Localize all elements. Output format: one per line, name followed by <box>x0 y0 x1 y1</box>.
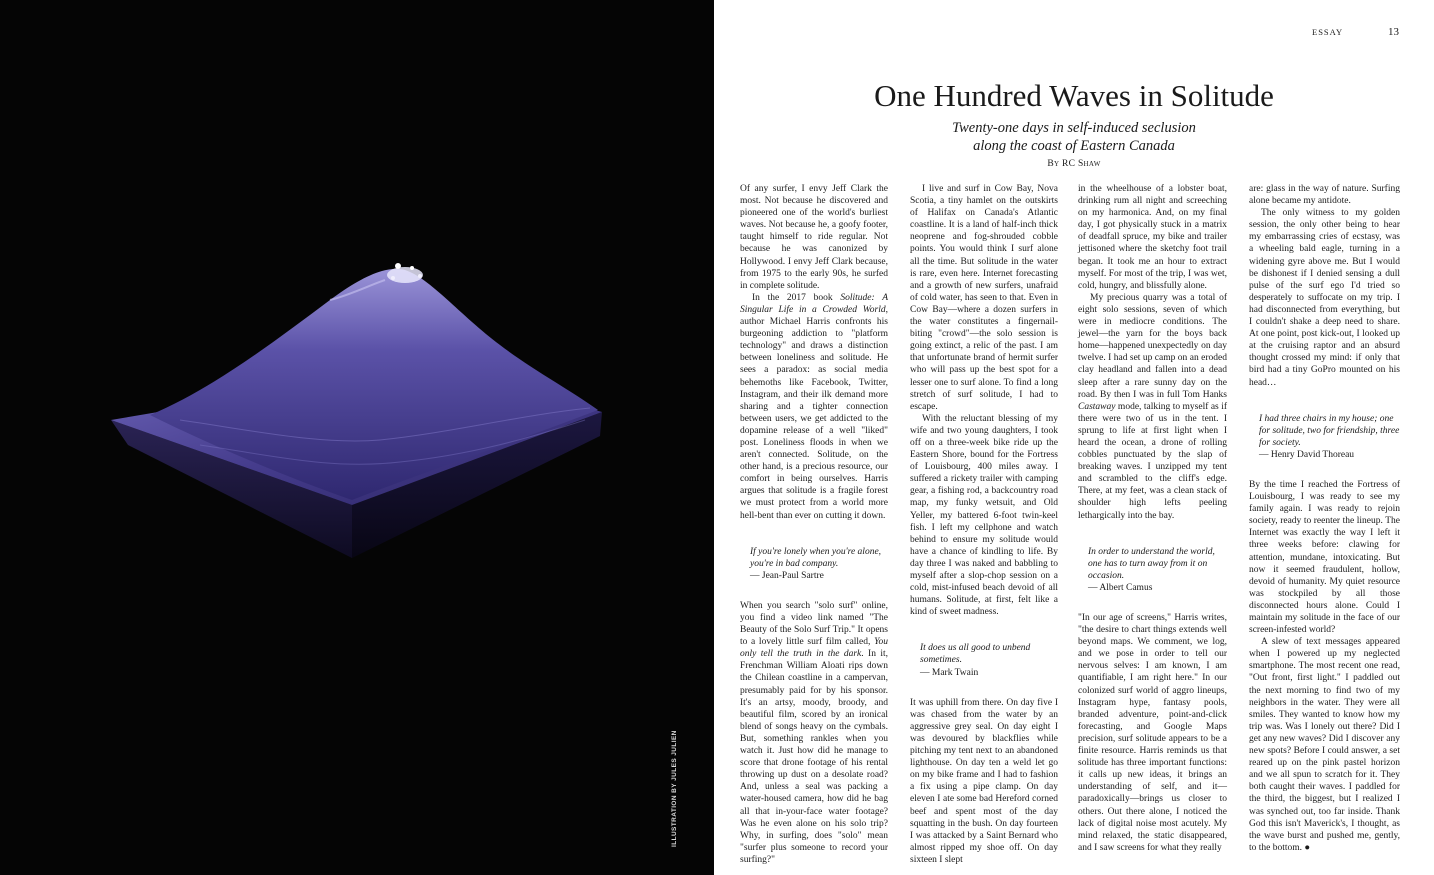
quote-author: — Albert Camus <box>1088 582 1153 593</box>
pull-quote <box>750 546 888 582</box>
film-title: Castaway <box>1078 401 1116 412</box>
quote-text: It does us all good to unbend sometimes. <box>920 643 1031 666</box>
text-column-3 <box>1078 183 1227 853</box>
subtitle-line-2: along the coast of Eastern Canada <box>973 138 1175 154</box>
paragraph: When you search "solo surf" online, you find a video link named "The Beauty of the Solo Surf Trip." It opens to a lovely little surf film called, You only tell the truth in the dark. In it, Frenchman William Aloati rips down the Chilean coastline in a campervan, presumably paid for by his sponsor. It's an artsy, moody, broody, and beautiful film, scored by an ironical blend of songs heavy on the cymbals. But, something rankles when you watch it. Just how did he manage to score that drone footage of his rental throwing up dust on a desolate road? And, unless a seal was packing a water-housed camera, how did he bag all that in-your-face water footage? Was he even alone on his solo trip? Why, in surfing, does "solo" mean "surfer plus someone to record your surfing?" <box>740 600 888 865</box>
paragraph: My precious quarry was a total of eight solo sessions, seven of which were in mediocre conditions. The jewel—the yarn for the boys back home—happened unexpectedly on day twelve. I had set up camp on an eroded clay headland and fallen into a dead sleep after a rare sunny day on the road. By then I was in full Tom Hanks Castaway mode, talking to myself as if there were two of us in the tent. I sprung to life at first light when I heard the ocean, a drone of rolling cobbles punctuated by the slap of breaking waves. I unzipped my tent and scrambled to the cliff's edge. There, at my feet, was a clean stack of shoulder high lefts peeling lethargically into the bay. <box>1078 292 1227 521</box>
quote-text: In order to understand the world, one has to turn away from it on occasion. <box>1088 546 1215 581</box>
text-column-1 <box>740 183 888 865</box>
illustration-credit: ILLUSTRATION BY JULES JULIEN <box>671 730 678 847</box>
paragraph: It was uphill from there. On day five I was chased from the water by an aggressive grey seal. On day eight I was devoured by blackflies while pitching my tent next to an abandoned lighthouse. On day ten a weld let go on my bike frame and I had to fashion a fix using a pipe clamp. On day eleven I ate some bad Hereford corned beef and spent most of the day squatting in the bush. On day fourteen I was attacked by a Saint Bernard who almost ripped my shoe off. On day sixteen I slept <box>910 697 1058 865</box>
quote-text: I had three chairs in my house; one for solitude, two for friendship, three for society. <box>1259 413 1400 448</box>
left-page <box>0 0 714 875</box>
pull-quote <box>920 642 1058 678</box>
article-subtitle <box>714 119 1434 155</box>
paragraph: In the 2017 book Solitude: A Singular Life in a Crowded World, author Michael Harris confronts his burgeoning addiction to "platform technology" and draws a distinction between loneliness and solitude. He sees a paradox: as social media behemoths like Facebook, Twitter, Instagram, and their ilk demand more sharing and a tighter connection between users, we get addicted to the dopamine release of a well "liked" post. Loneliness floods in when we aren't connected. Solitude, on the other hand, is a precious resource, our comfort in being ourselves. Harris argues that solitude is a fragile forest we must protect from a world more hell-bent than ever on cutting it down. <box>740 292 888 521</box>
paragraph: By the time I reached the Fortress of Louisbourg, I was ready to see my family again. I was ready to rejoin society, ready to reenter the lineup. The Internet was exactly the way I left it three weeks before: clawing for attention, mundane, intoxicating. But now it seemed fraudulent, hollow, devoid of humanity. My quiet resource was stockpiled by all those disconnected hours alone. Could I maintain my solitude in the face of our screen-infested world? <box>1249 479 1400 636</box>
pull-quote <box>1259 413 1400 461</box>
paragraph: With the reluctant blessing of my wife and two young daughters, I took off on a three-week bike ride up the Eastern Shore, bound for the Fortress of Louisbourg, 400 miles away. I suffered a rickety trailer with camping gear, a fishing rod, a backcountry road map, my funky wetsuit, and Old Yeller, my battered 6-foot twin-keel fish. I left my cellphone and watch behind to ensure my solitude would have a chance of kindling to life. By day three I was naked and babbling to myself after a slop-chop session on a cold, mist-infused beach devoid of all humans. Solitude, at first, felt like a kind of sweet madness. <box>910 413 1058 618</box>
book-title: Solitude: A Singular Life in a Crowded World <box>740 292 888 315</box>
wave-crest-spray <box>387 267 423 283</box>
right-page <box>714 0 1434 875</box>
section-label: ESSAY <box>1312 27 1344 37</box>
quote-author: — Jean-Paul Sartre <box>750 570 824 581</box>
article-title: One Hundred Waves in Solitude <box>874 78 1274 113</box>
paragraph: A slew of text messages appeared when I powered up my neglected smartphone. The most recent one read, "Out front, first light." I paddled out the next morning to find two of my neighbors in the water. They were all smiles. They wanted to know how my trip was. Was I lonely out there? Did I get any new waves? Did I discover any new spots? Before I could answer, a set reared up on the pink pastel horizon and we all spun to scratch for it. They both caught their waves. I paddled for the third, the biggest, but I realized I was synched out, too far inside. Thank God this isn't Maverick's, I thought, as the wave burst and pushed me, gently, to the bottom. ● <box>1249 637 1400 853</box>
text-column-2 <box>910 183 1058 865</box>
paragraph: are: glass in the way of nature. Surfing alone became my antidote. <box>1249 184 1400 207</box>
quote-text: If you're lonely when you're alone, you're in bad company. <box>750 546 882 569</box>
paragraph: in the wheelhouse of a lobster boat, drinking rum all night and screeching on my harmonica. And, on my final day, I got physically stuck in a matrix of deadfall spruce, my bike and trailer jettisoned where the sketchy foot trail began. It took me an hour to extract myself. For most of the trip, I was wet, cold, hungry, and blissfully alone. <box>1078 184 1227 291</box>
text-column-4 <box>1249 183 1400 853</box>
quote-author: — Henry David Thoreau <box>1259 449 1355 460</box>
wave-island-illustration <box>0 0 714 875</box>
byline: By RC Shaw <box>1047 159 1101 169</box>
paragraph: The only witness to my golden session, the only other being to hear my embarrassing cries of ecstasy, was a wheeling bald eagle, turning in a widening gyre above me. But I would be dishonest if I denied sensing a dull pulse of the surf ego I'd tried so desperately to suffocate on my trip. I had disconnected from everything, but I couldn't shake a deep need to share. At one point, post kick-out, I looked up at the cruising raptor and an absurd thought crossed my mind: if only that bird had a tiny GoPro mounted on his head… <box>1249 208 1400 388</box>
subtitle-line-1: Twenty-one days in self-induced seclusion <box>952 120 1196 136</box>
paragraph: Of any surfer, I envy Jeff Clark the most. Not because he discovered and pioneered one of the world's burliest waves. Not because he, a goofy footer, taught himself to ride regular. Not because he was canonized by Hollywood. I envy Jeff Clark because, from 1975 to the early 90s, he surfed in complete solitude. <box>740 184 888 291</box>
pull-quote <box>1088 546 1227 594</box>
paragraph: "In our age of screens," Harris writes, "the desire to chart things extends well beyond maps. We comment, we log, and we pose in order to tell our nervous selves: I am known, I am quantifiable, I am right here." In our colonized surf world of aggro lineups, Instagram hype, fantasy pools, branded adventure, point-and-click forecasting, and Google Maps precision, surf solitude appears to be a finite resource. Harris reminds us that solitude has three important functions: it calls up new ideas, it brings an understanding of self, and it—paradoxically—brings us closer to others. Out there alone, I noticed the lack of digital noise most acutely. My mind relaxed, the static disappeared, and I saw screens for what they really <box>1078 613 1227 853</box>
page-number: 13 <box>1388 26 1399 38</box>
paragraph: I live and surf in Cow Bay, Nova Scotia, a tiny hamlet on the outskirts of Halifax on Canada's Atlantic coastline. It is a land of half-inch thick neoprene and fog-shrouded cobble points. You would think I surf alone all the time. But solitude in the water is rare, even here. Internet forecasting and a growth of new surfers, unafraid of cold water, has seen to that. Even in Cow Bay—where a dozen surfers in the water constitutes a fingernail-biting "crowd"—the solo session is going extinct, a relic of the past. I am that unfortunate brand of hermit surfer who will pass up the best spot for a lesser one to surf alone. To find a long stretch of surf solitude, I had to escape. <box>910 184 1058 412</box>
end-mark-icon: ● <box>1304 842 1311 853</box>
film-title: You only tell the truth in the dark <box>740 637 888 660</box>
quote-author: — Mark Twain <box>920 667 979 678</box>
